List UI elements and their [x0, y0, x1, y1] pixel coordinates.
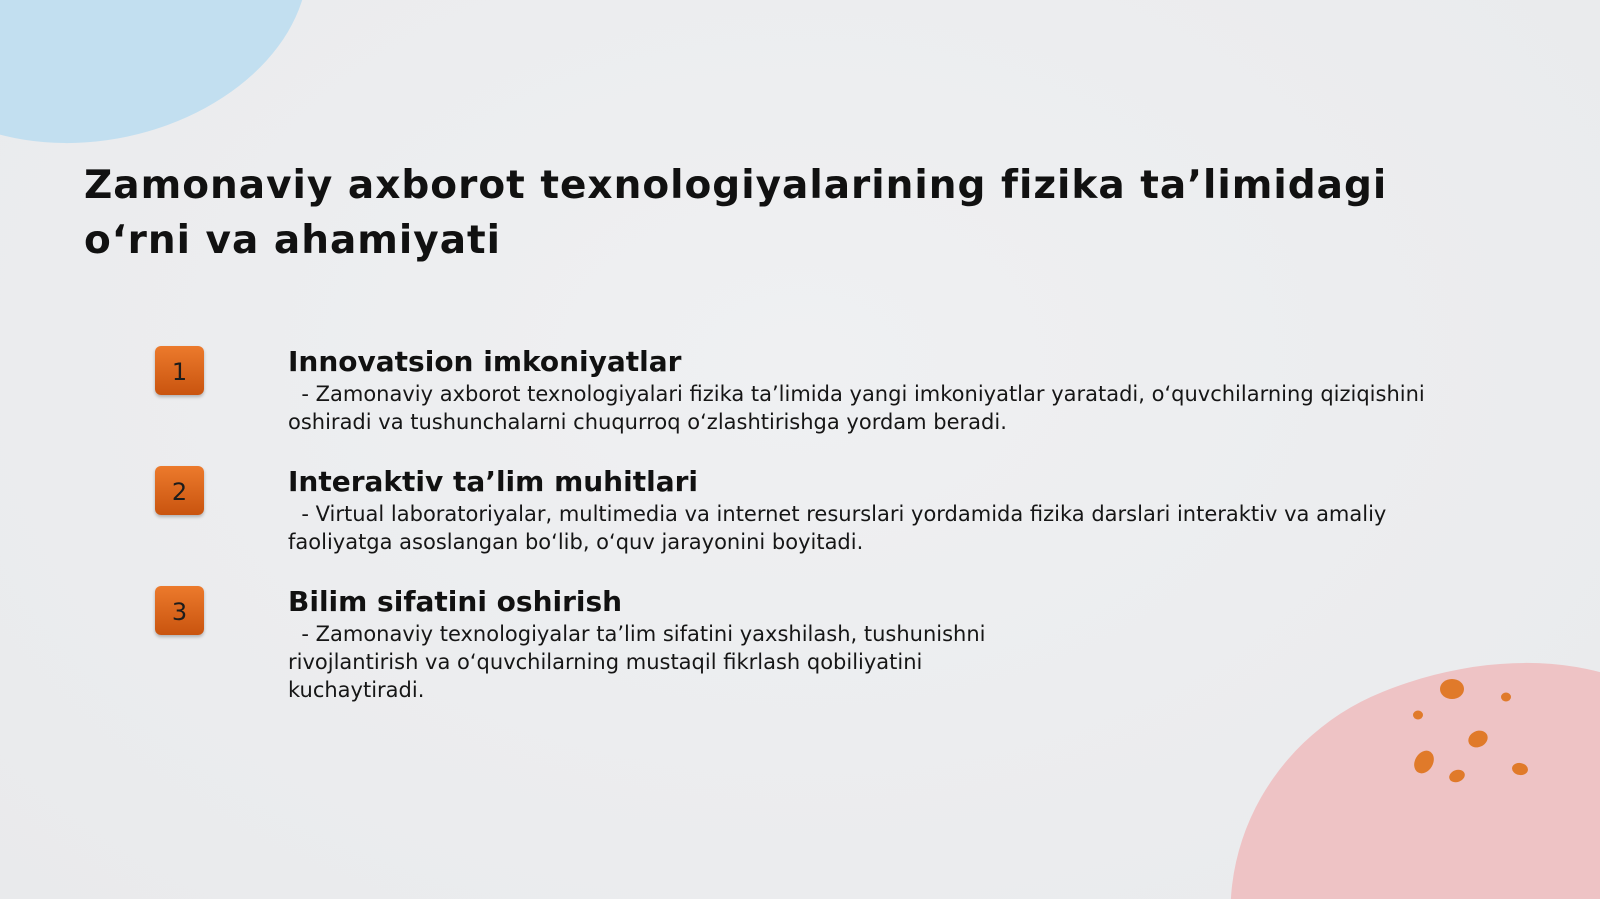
slide-title: Zamonaviy axborot texnologiyalarining fizika ta’limidagi o‘rni va ahamiyati [84, 163, 1388, 263]
list-item-content [288, 584, 1458, 704]
item-description: - Virtual laboratoriyalar, multimedia va internet resurslari yordamida fizika darslari interaktiv va amaliy faoliyatga asoslangan bo‘lib, o‘quv jarayonini boyitadi. [288, 502, 1394, 554]
number-badge: 3 [155, 586, 204, 635]
list-item-content [288, 464, 1458, 556]
item-heading: Bilim sifatini oshirish [288, 585, 623, 618]
number-badge: 1 [155, 346, 204, 395]
number-badge: 2 [155, 466, 204, 515]
item-heading: Interaktiv ta’lim muhitlari [288, 465, 698, 498]
item-description: - Zamonaviy axborot texnologiyalari fizika ta’limida yangi imkoniyatlar yaratadi, o‘quvchilarning qiziqishini oshiradi va tushunchalarni chuqurroq o‘zlashtirishga yordam beradi. [288, 382, 1432, 434]
decorative-blue-blob [0, 0, 338, 181]
list-item-content [288, 344, 1458, 436]
item-description: - Zamonaviy texnologiyalar ta’lim sifatini yaxshilash, tushunishni rivojlantirish va o‘quvchilarning mustaqil fikrlash qobiliyatini kuchaytiradi. [288, 622, 993, 702]
item-heading: Innovatsion imkoniyatlar [288, 345, 682, 378]
